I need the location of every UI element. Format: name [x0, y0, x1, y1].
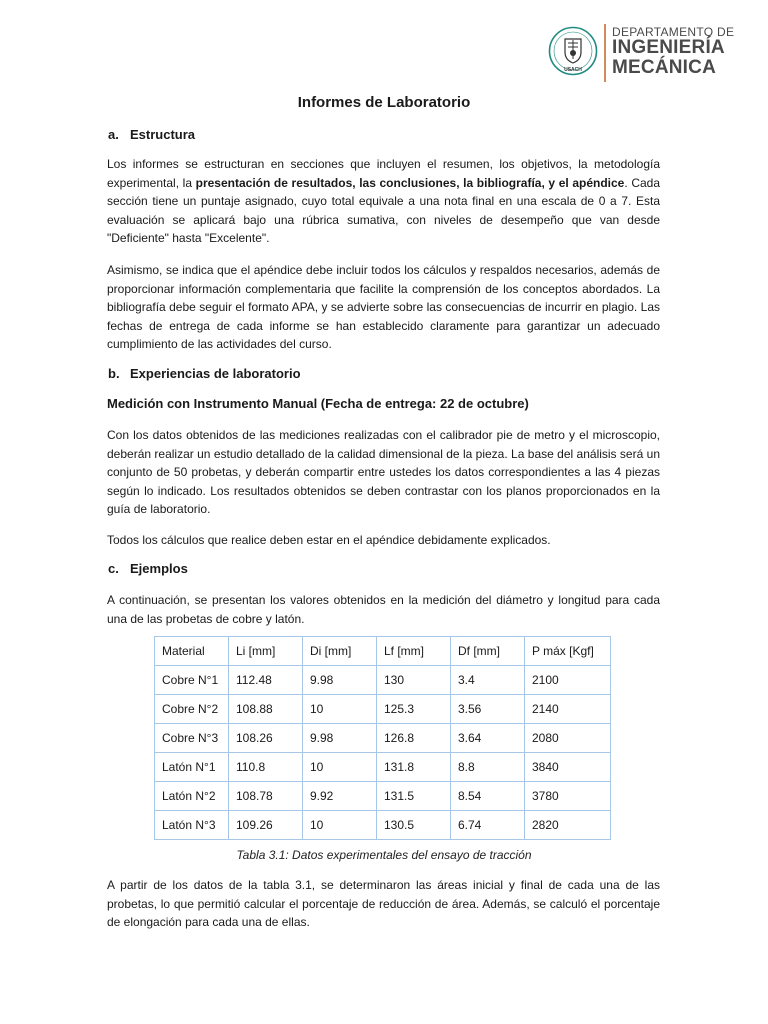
- table-cell: 112.48: [229, 666, 303, 695]
- section-c-paragraph-1: A continuación, se presentan los valores obtenidos en la medición del diámetro y longitud para cada una de las probetas de cobre y latón.: [107, 593, 660, 626]
- section-c-paragraph-2: A partir de los datos de la tabla 3.1, se determinaron las áreas inicial y final de cada una de las probetas, lo que permitió calcular el porcentaje de reducción de área. Además, se calculó el porcentaje de elongación para cada una de ellas.: [107, 878, 660, 930]
- table-cell: 110.8: [229, 753, 303, 782]
- table-row: [155, 753, 611, 782]
- table-row: [155, 666, 611, 695]
- table-cell: 130.5: [377, 811, 451, 840]
- section-a-paragraph-1: [107, 155, 660, 248]
- table-cell: 130: [377, 666, 451, 695]
- section-b-subheading: Medición con Instrumento Manual (Fecha de entrega: 22 de octubre): [107, 396, 529, 411]
- table-cell: 2100: [525, 666, 611, 695]
- page-title: Informes de Laboratorio: [297, 94, 471, 111]
- table-cell: Latón N°3: [155, 811, 229, 840]
- table-cell: Latón N°2: [155, 782, 229, 811]
- seal-text: USACH: [564, 67, 582, 73]
- table-row: [155, 782, 611, 811]
- table-cell: 2820: [525, 811, 611, 840]
- table-cell: Cobre N°1: [155, 666, 229, 695]
- table-cell: 108.26: [229, 724, 303, 753]
- table-cell: 6.74: [451, 811, 525, 840]
- table-header-cell: P máx [Kgf]: [525, 637, 611, 666]
- section-c-heading: [108, 561, 188, 576]
- section-a-heading: [108, 127, 196, 142]
- table-cell: Cobre N°2: [155, 695, 229, 724]
- table-cell: 131.8: [377, 753, 451, 782]
- table-cell: 108.88: [229, 695, 303, 724]
- table-cell: 125.3: [377, 695, 451, 724]
- section-b-paragraph-1: Con los datos obtenidos de las mediciones realizadas con el calibrador pie de metro y el microscopio, deberán realizar un estudio detallado de la calidad dimensional de la pieza. La base del análisis será un conjunto de 50 probetas, y deberán compartir entre ustedes los datos correspondientes a las 4 piezas según lo indicado. Los resultados obtenidos se deben contrastar con los planos proporcionados en la guía de laboratorio.: [107, 428, 660, 517]
- table-cell: 131.5: [377, 782, 451, 811]
- section-b-title: Experiencias de laboratorio: [130, 366, 301, 381]
- table-cell: 126.8: [377, 724, 451, 753]
- p1-text-end: . Cada sección tiene un puntaje asignado, cuyo total equivale a una nota final en una escala de 0 a 7. Esta evaluación se aplicará bajo una rúbrica sumativa, con niveles de desempeño que van desde "Deficiente" hasta "Excelente".: [107, 175, 661, 246]
- section-b-letter: b.: [108, 366, 120, 381]
- table-cell: 10: [303, 695, 377, 724]
- section-b-paragraph-2: Todos los cálculos que realice deben estar en el apéndice debidamente explicados.: [107, 533, 551, 547]
- table-cell: 9.98: [303, 666, 377, 695]
- table-header-cell: Di [mm]: [303, 637, 377, 666]
- table-cell: 3.4: [451, 666, 525, 695]
- table-cell: 9.98: [303, 724, 377, 753]
- table-cell: 3840: [525, 753, 611, 782]
- table-cell: Cobre N°3: [155, 724, 229, 753]
- table-header-cell: Lf [mm]: [377, 637, 451, 666]
- table-header-cell: Material: [155, 637, 229, 666]
- table-cell: 3780: [525, 782, 611, 811]
- table-cell: 108.78: [229, 782, 303, 811]
- logo-divider: [604, 24, 606, 82]
- p1-text-start: Los informes se estructuran en secciones que incluyen el resumen, los objetivos, la metodología experimental, la: [107, 157, 660, 190]
- table-cell: 10: [303, 811, 377, 840]
- section-c-title: Ejemplos: [130, 561, 188, 576]
- table-cell: 2080: [525, 724, 611, 753]
- logo-line-engineering: INGENIERÍA: [612, 37, 725, 58]
- table-row: [155, 695, 611, 724]
- department-logo: [546, 22, 746, 88]
- table-header-cell: Df [mm]: [451, 637, 525, 666]
- p1-text-bold: presentación de resultados, las conclusiones, la bibliografía, y el apéndice: [195, 175, 625, 190]
- table-cell: 8.54: [451, 782, 525, 811]
- table-cell: 10: [303, 753, 377, 782]
- section-c-letter: c.: [108, 561, 119, 576]
- table-cell: 9.92: [303, 782, 377, 811]
- table-header-cell: Li [mm]: [229, 637, 303, 666]
- table-cell: 109.26: [229, 811, 303, 840]
- table-cell: 8.8: [451, 753, 525, 782]
- section-a-title: Estructura: [130, 127, 196, 142]
- university-seal-icon: [548, 26, 598, 76]
- section-b-heading: [108, 366, 301, 381]
- table-cell: 3.56: [451, 695, 525, 724]
- table-caption: Tabla 3.1: Datos experimentales del ensayo de tracción: [236, 848, 532, 862]
- table-row: [155, 724, 611, 753]
- table-cell: 2140: [525, 695, 611, 724]
- table-cell: 3.64: [451, 724, 525, 753]
- section-a-letter: a.: [108, 127, 119, 142]
- section-a-paragraph-2: Asimismo, se indica que el apéndice debe incluir todos los cálculos y respaldos necesarios, además de proporcionar información complementaria que facilite la comprensión de los conceptos abordados. La bibliografía debe seguir el formato APA, y se advierte sobre las consecuencias de incurrir en plagio. Las fechas de entrega de cada informe se han establecido claramente para garantizar un adecuado cumplimiento de las actividades del curso.: [107, 263, 660, 352]
- logo-line-mechanical: MECÁNICA: [612, 57, 716, 78]
- table-cell: Latón N°1: [155, 753, 229, 782]
- experimental-data-table: [154, 636, 611, 840]
- table-header-row: [155, 637, 611, 666]
- logo-line-department: DEPARTAMENTO DE: [612, 25, 735, 39]
- table-row: [155, 811, 611, 840]
